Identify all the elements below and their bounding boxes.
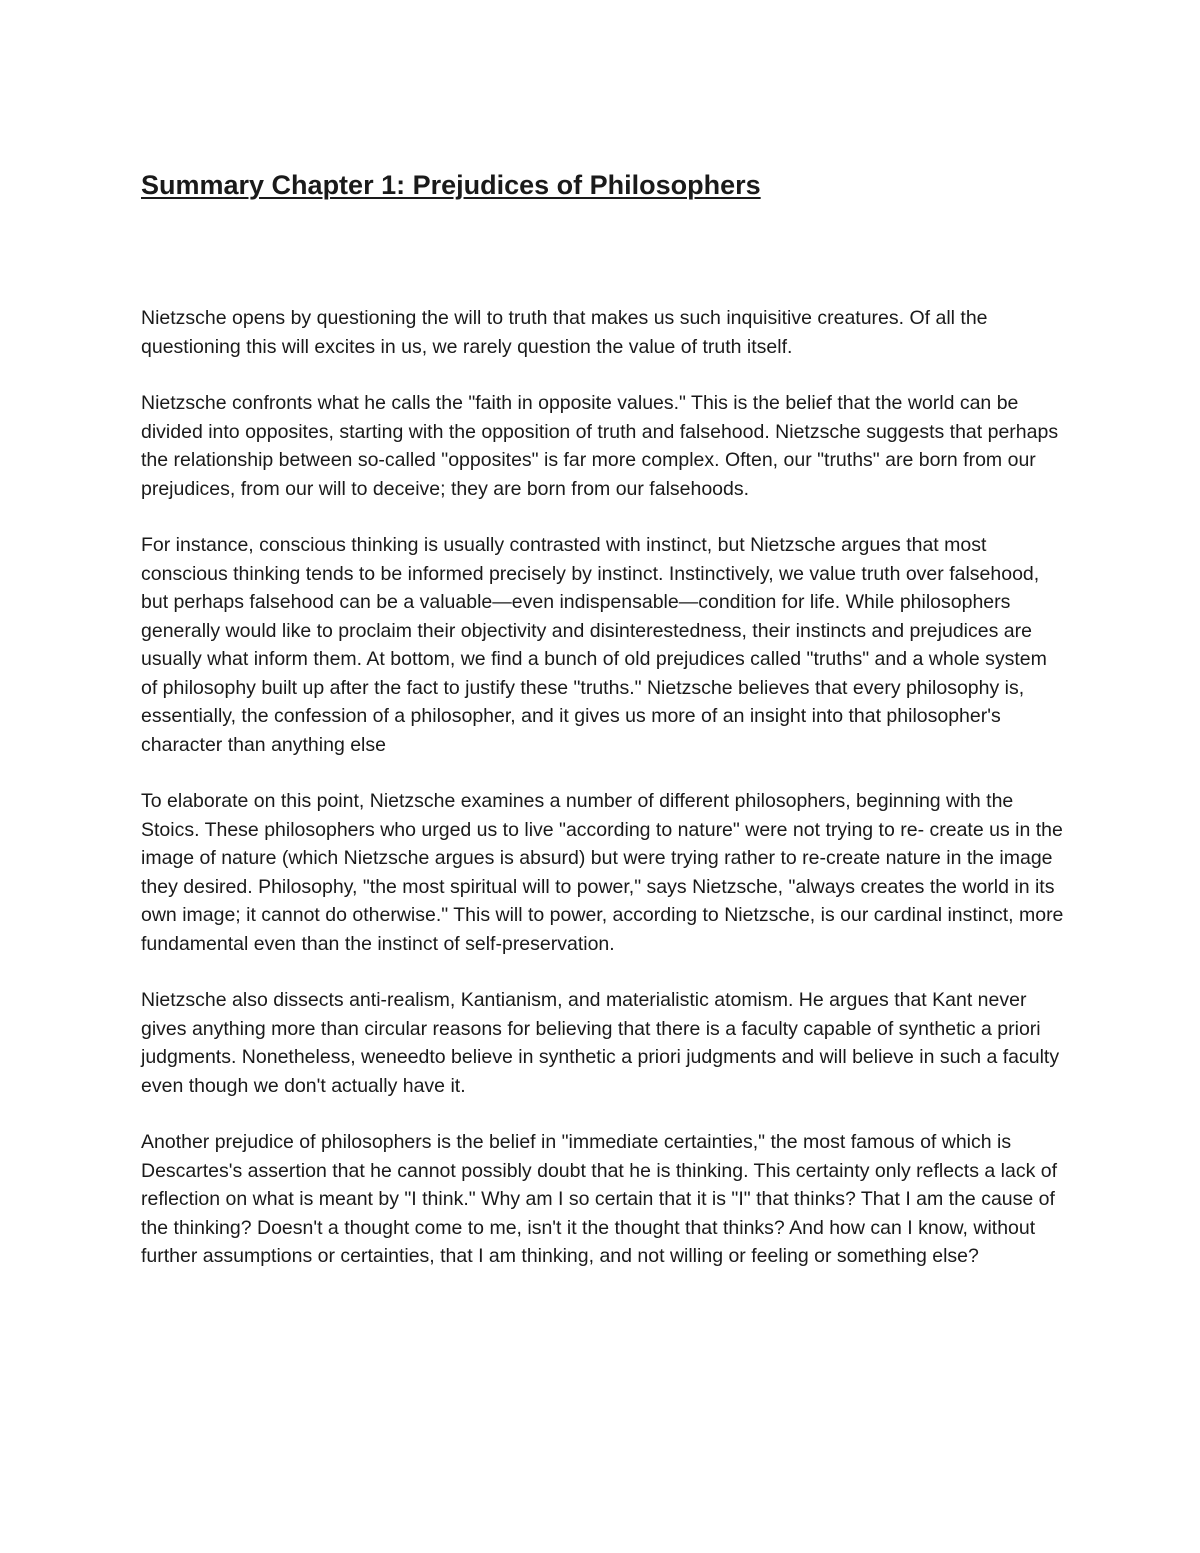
paragraph-opposite-values: Nietzsche confronts what he calls the "faith in opposite values." This is the belief that the world can be divided into opposites, starting with the opposition of truth and falsehood. Nietzsche suggests that perhaps the relationship between so-called "opposites" is far more complex. Often, our "truths" are born from our prejudices, from our will to deceive; they are born from our falsehoods.: [141, 392, 1059, 500]
paragraph-will-to-truth: Nietzsche opens by questioning the will to truth that makes us such inquisitive creatures. Of all the questioning this will excites in us, we rarely question the value of truth itself.: [141, 307, 988, 358]
page-title: Summary Chapter 1: Prejudices of Philosophers: [141, 170, 761, 200]
paragraph-immediate-certainties: Another prejudice of philosophers is the belief in "immediate certainties," the most famous of which is Descartes's assertion that he cannot possibly doubt that he is thinking. This certainty only reflects a lack of reflection on what is meant by "I think." Why am I so certain that it is "I" that thinks? That I am the cause of the thinking? Doesn't a thought come to me, isn't it the thought that thinks? And how can I know, without further assumptions or certainties, that I am thinking, and not willing or feeling or something else?: [141, 1131, 1058, 1267]
paragraph-kantianism: Nietzsche also dissects anti-realism, Kantianism, and materialistic atomism. He argues that Kant never gives anything more than circular reasons for believing that there is a faculty capable of synthetic a priori judgments. Nonetheless, weneedto believe in synthetic a priori judgments and will believe in such a faculty even though we don't actually have it.: [141, 989, 1060, 1097]
paragraph-conscious-thinking: For instance, conscious thinking is usually contrasted with instinct, but Nietzsche argues that most conscious thinking tends to be informed precisely by instinct. Instinctively, we value truth over falsehood, but perhaps falsehood can be a valuable—even indispensable—condition for life. While philosophers generally would like to proclaim their objectivity and disinterestedness, their instincts and prejudices are usually what inform them. At bottom, we find a bunch of old prejudices called "truths" and a whole system of philosophy built up after the fact to justify these "truths." Nietzsche believes that every philosophy is, essentially, the confession of a philosopher, and it gives us more of an insight into that philosopher's character than anything else: [141, 534, 1047, 756]
document-body: [141, 304, 1066, 1299]
paragraph-stoics: To elaborate on this point, Nietzsche examines a number of different philosophers, beginning with the Stoics. These philosophers who urged us to live "according to nature" were not trying to re- create us in the image of nature (which Nietzsche argues is absurd) but were trying rather to re-create nature in the image they desired. Philosophy, "the most spiritual will to power," says Nietzsche, "always creates the world in its own image; it cannot do otherwise." This will to power, according to Nietzsche, is our cardinal instinct, more fundamental even than the instinct of self-preservation.: [141, 790, 1064, 955]
